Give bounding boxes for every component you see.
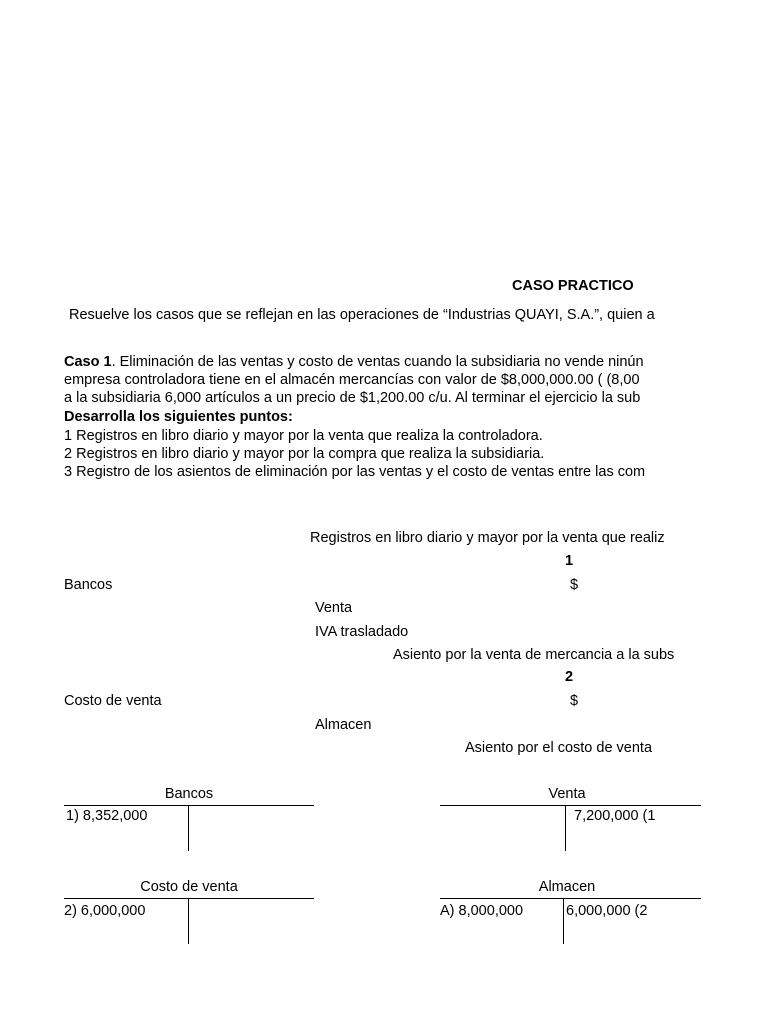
t-account-debit: 1) 8,352,000 xyxy=(66,808,148,824)
t-account-vline xyxy=(565,805,566,851)
t-account-debit: 2) 6,000,000 xyxy=(64,903,146,919)
entry1-debit-account: Bancos xyxy=(64,577,113,593)
t-account-title: Almacen xyxy=(538,879,596,895)
case1-line1 xyxy=(64,353,644,371)
case1-line3: a la subsidiaria 6,000 artículos a un precio de $1,200.00 c/u. Al terminar el ejercicio la sub xyxy=(64,390,641,406)
entry1-description: Asiento por la venta de mercancia a la subs xyxy=(393,647,675,663)
t-account-title: Venta xyxy=(548,786,586,802)
t-account-vline xyxy=(188,898,189,944)
entry2-number: 2 xyxy=(565,669,574,685)
point-1: 1 Registros en libro diario y mayor por la venta que realiza la controladora. xyxy=(64,428,543,444)
entry2-debit-account: Costo de venta xyxy=(64,693,162,709)
t-account-debit: A) 8,000,000 xyxy=(440,903,524,919)
t-account-hline xyxy=(64,805,314,806)
t-account-hline xyxy=(440,805,701,806)
journal-heading: Registros en libro diario y mayor por la venta que realiz xyxy=(310,530,665,546)
entry2-currency: $ xyxy=(570,693,579,709)
entry1-currency: $ xyxy=(570,577,579,593)
t-account-hline xyxy=(440,898,701,899)
page-title: CASO PRACTICO xyxy=(512,278,634,294)
t-account-title: Costo de venta xyxy=(140,879,238,895)
t-account-hline xyxy=(64,898,314,899)
entry1-credit-venta: Venta xyxy=(315,600,353,616)
entry2-description: Asiento por el costo de venta xyxy=(465,740,653,756)
intro-text: Resuelve los casos que se reflejan en las operaciones de “Industrias QUAYI, S.A.”, quien a xyxy=(69,307,655,323)
case1-line1-text: . Eliminación de las ventas y costo de ventas cuando la subsidiaria no vende ninún xyxy=(111,354,644,370)
case1-line2: empresa controladora tiene en el almacén mercancías con valor de $8,000,000.00 ( (8,00 xyxy=(64,372,640,388)
t-account-vline xyxy=(188,805,189,851)
t-account-credit: 6,000,000 (2 xyxy=(566,903,648,919)
entry1-number: 1 xyxy=(565,553,574,569)
t-account-credit: 7,200,000 (1 xyxy=(574,808,656,824)
entry2-credit-almacen: Almacen xyxy=(315,717,372,733)
case1-label: Caso 1 xyxy=(64,354,112,370)
entry1-credit-iva: IVA trasladado xyxy=(315,624,409,640)
t-account-title: Bancos xyxy=(164,786,214,802)
point-2: 2 Registros en libro diario y mayor por la compra que realiza la subsidiaria. xyxy=(64,446,545,462)
t-account-vline xyxy=(563,898,564,944)
point-3: 3 Registro de los asientos de eliminación por las ventas y el costo de ventas entre las com xyxy=(64,464,646,480)
points-heading: Desarrolla los siguientes puntos: xyxy=(64,409,293,425)
